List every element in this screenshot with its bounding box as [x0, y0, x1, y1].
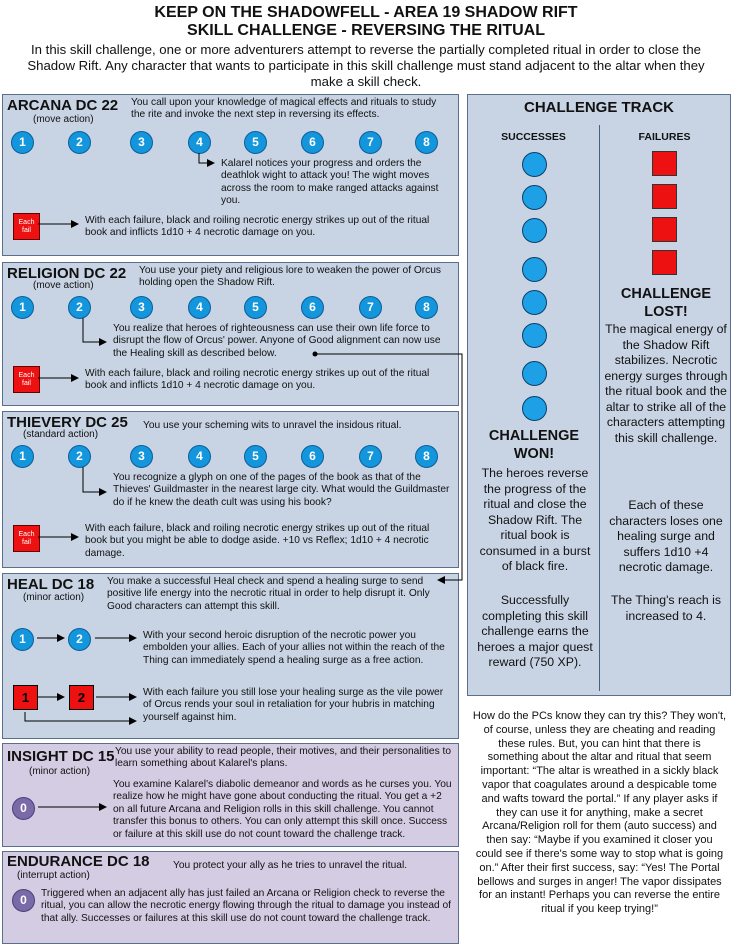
- fail-box: Each fail: [13, 525, 40, 552]
- successes-label: SUCCESSES: [501, 131, 566, 143]
- step-circle-5: 5: [244, 296, 267, 319]
- step-circle-8: 8: [415, 131, 438, 154]
- step-circle-4: 4: [188, 296, 211, 319]
- skill-name: THIEVERY DC 25: [7, 414, 128, 431]
- skill-description: You make a successful Heal check and spend a healing surge to send positive life energy into the necrotic ritual in order to help disrupt it. Only Good characters can attempt this skill.: [107, 576, 430, 612]
- action-type: (minor action): [29, 766, 91, 777]
- step-note: You recognize a glyph on one of the pages of the book as that of the Thieves' Guildmaster in the nearest large city. What would the Guildmaster do if he knew the death cult was using his book?: [113, 472, 450, 508]
- skill-description: You use your piety and religious lore to weaken the power of Orcus holding open the Shadow Rift.: [139, 265, 442, 289]
- step-circle-8: 8: [415, 445, 438, 468]
- fail-box: Each fail: [13, 366, 40, 393]
- step-circle-1: 1: [11, 131, 34, 154]
- step-circle-3: 3: [130, 296, 153, 319]
- step-circle-2: 2: [68, 296, 91, 319]
- skill-description: You use your ability to read people, their motives, and their personalities to learn something about Kalarel's plans.: [115, 746, 452, 770]
- step-circle-7: 7: [359, 131, 382, 154]
- challenge-lost-title: CHALLENGE LOST!: [620, 286, 712, 320]
- challenge-lost-text: The magical energy of the Shadow Rift stabilizes. Necrotic energy surges through the ritual book and the altar to strike all of the characters attempting this skill challenge.: [604, 322, 728, 445]
- thievery-step-arrow: [83, 467, 106, 492]
- fail-text: With each failure, black and roiling necrotic energy strikes up out of the ritual book but you might be able to dodge aside. +10 vs Reflex; 1d10 + 4 necrotic damage.: [85, 523, 430, 559]
- step-circle-0: 0: [12, 797, 35, 820]
- step-circle-7: 7: [359, 296, 382, 319]
- step-circle-6: 6: [301, 445, 324, 468]
- fail-text: With each failure you still lose your healing surge as the vile power of Orcus rends your soul in retaliation for your hubris in matching yourself against him.: [143, 687, 444, 723]
- intro-text: In this skill challenge, one or more adventurers attempt to reverse the partially completed ritual in order to close the Shadow Rift. Any character that wants to participate in this skill challenge must stand adjacent to the altar when they make a skill check.: [27, 42, 705, 89]
- gm-sidebar-text: How do the PCs know they can try this? They won't, of course, unless they are cheating and reading these rules. But, you can hint that there is something about the altar and ritual that seem important: “The altar is wreathed in a sickly black vapor that coagulates around a despicable tome and wafts toward the portal.” If any player asks if they can use it for anything, make a secret Arcana/Religion roll for them (auto success) and then say: “Maybe if you examined it closer you could see if there's some way to stop what is going on.” After their first success, say: “Yes! The Portal bellows and surges in anger! The vapor dissipates for an instant! Perhaps you can reverse the entire ritual if you keep trying!”: [472, 710, 727, 916]
- skill-description: You protect your ally as he tries to unravel the ritual.: [173, 860, 408, 871]
- step-circle-8: 8: [415, 296, 438, 319]
- challenge-lost-text-3: The Thing's reach is increased to 4.: [610, 593, 722, 623]
- action-type: (interrupt action): [17, 870, 90, 881]
- track-title: CHALLENGE TRACK: [524, 99, 674, 116]
- religion-connector-dot: [313, 352, 318, 357]
- challenge-won-reward: Successfully completing this skill challenge earns the heroes a major quest reward (750 XP).: [477, 593, 593, 669]
- step-circle-2: 2: [68, 628, 91, 651]
- step-note: Kalarel notices your progress and orders the deathlok wight to attack you! The wight moves across the room to make ranged attacks against you.: [221, 158, 439, 207]
- insight-text: You examine Kalarel's diabolic demeanor and words as he curses you. You realize how he might have gone about conducting the ritual. You get a +2 on all future Arcana and Religion rolls in this skill challenge. You cannot transfer this bonus to others. You can only attempt this skill once. Success or failure at this skill use do not count toward the challenge track.: [113, 779, 452, 840]
- step-circle-1: 1: [11, 445, 34, 468]
- skill-name: HEAL DC 18: [7, 576, 95, 593]
- skill-name: ARCANA DC 22: [7, 97, 119, 114]
- skill-description: You use your scheming wits to unravel the insidous ritual.: [143, 420, 402, 431]
- action-type: (standard action): [23, 429, 99, 440]
- step-circle-7: 7: [359, 445, 382, 468]
- page-subtitle: SKILL CHALLENGE - REVERSING THE RITUAL: [187, 22, 545, 39]
- step-circle-2: 2: [68, 445, 91, 468]
- action-type: (minor action): [23, 592, 85, 603]
- challenge-won-title: CHALLENGE WON!: [488, 428, 580, 462]
- success-text: With your second heroic disruption of the necrotic power you embolden your allies. Each of your allies not within the reach of the Thing can immediately spend a healing surge as a free action.: [143, 630, 445, 666]
- fail-box: Each fail: [13, 213, 40, 240]
- challenge-lost-text-2: Each of these characters loses one healing surge and suffers 1d10 +4 necrotic damage.: [609, 498, 723, 574]
- step-circle-6: 6: [301, 131, 324, 154]
- step-circle-5: 5: [244, 131, 267, 154]
- step-circle-3: 3: [130, 131, 153, 154]
- step-circle-2: 2: [68, 131, 91, 154]
- step-circle-1: 1: [11, 628, 34, 651]
- challenge-won-text: The heroes reverse the progress of the ritual and close the Shadow Rift. The ritual book is consumed in a burst of black fire.: [479, 466, 591, 573]
- fail-box-1: 1: [13, 685, 38, 710]
- step-circle-1: 1: [11, 296, 34, 319]
- page-title: KEEP ON THE SHADOWFELL - AREA 19 SHADOW RIFT: [154, 4, 578, 21]
- religion-step-arrow: [83, 318, 106, 342]
- fail-text: With each failure, black and roiling necrotic energy strikes up out of the ritual book and inflicts 1d10 + 4 necrotic damage on you.: [85, 368, 430, 392]
- step-circle-3: 3: [130, 445, 153, 468]
- failures-label: FAILURES: [638, 131, 691, 143]
- skill-description: You call upon your knowledge of magical effects and rituals to study the rite and invoke the next step in reversing its effects.: [131, 97, 437, 121]
- skill-name: RELIGION DC 22: [7, 265, 127, 282]
- step-circle-4: 4: [188, 131, 211, 154]
- fail-box-2: 2: [69, 685, 94, 710]
- heal-fail-loop-arrow: [25, 712, 136, 721]
- step-circle-5: 5: [244, 445, 267, 468]
- action-type: (move action): [33, 280, 94, 291]
- arcana-step-arrow: [199, 153, 214, 163]
- religion-to-heal-arrow: [315, 354, 462, 580]
- step-circle-6: 6: [301, 296, 324, 319]
- skill-name: ENDURANCE DC 18: [7, 853, 150, 870]
- step-note: You realize that heroes of righteousness can use their own life force to disrupt the flow of Orcus' power. Anyone of Good alignment can now use the Healing skill as described below.: [113, 323, 441, 359]
- skill-name: INSIGHT DC 15: [7, 748, 115, 765]
- step-circle-0: 0: [12, 889, 35, 912]
- fail-text: With each failure, black and roiling necrotic energy strikes up out of the ritual book and inflicts 1d10 + 4 necrotic damage on you.: [85, 215, 430, 239]
- endurance-text: Triggered when an adjacent ally has just failed an Arcana or Religion check to reverse the ritual, you can allow the necrotic energy flowing through the ritual to damage you instead of that ally. Successes or failures at this skill use do not count toward the challenge track.: [41, 888, 452, 924]
- step-circle-4: 4: [188, 445, 211, 468]
- action-type: (move action): [33, 114, 94, 125]
